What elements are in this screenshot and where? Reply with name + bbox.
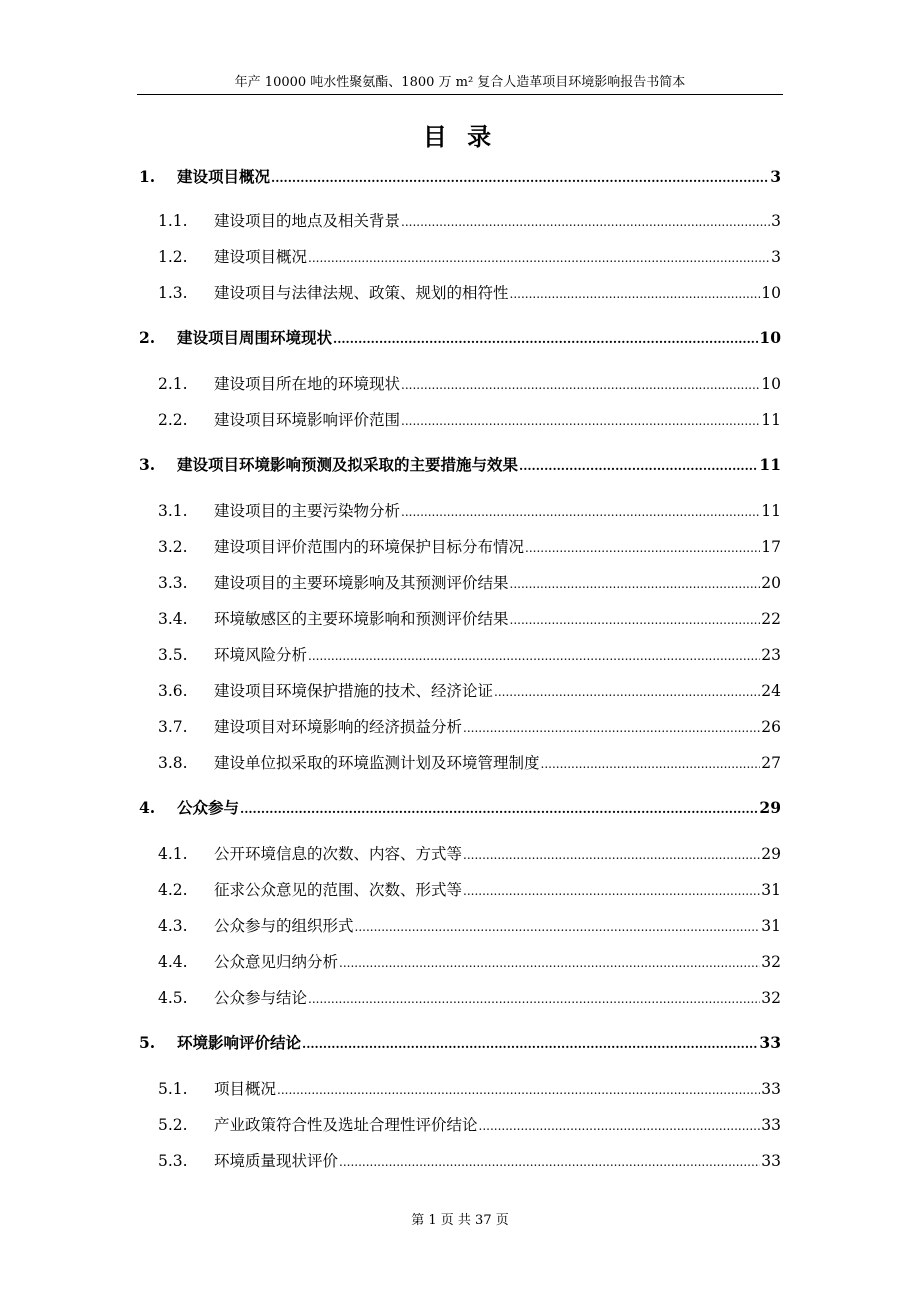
toc-page-number: 10 — [761, 375, 781, 393]
toc-number: 1.3. — [158, 284, 188, 302]
toc-page-number: 17 — [761, 538, 781, 556]
toc-dot-leader — [339, 1150, 760, 1174]
toc-subsection[interactable] — [158, 950, 781, 974]
toc-dot-leader — [463, 716, 760, 740]
toc-subsection[interactable] — [158, 914, 781, 938]
toc-dot-leader — [401, 409, 760, 433]
toc-entry-title: 建设项目所在地的环境现状 — [214, 375, 401, 393]
toc-dot-leader — [240, 797, 758, 821]
toc-entry-title: 环境影响评价结论 — [177, 1033, 302, 1052]
toc-entry-title: 建设项目与法律法规、政策、规划的相符性 — [214, 284, 509, 302]
toc-entry-title: 建设项目环境影响预测及拟采取的主要措施与效果 — [177, 455, 519, 474]
toc-dot-leader — [355, 915, 761, 939]
toc-page-number: 26 — [761, 718, 781, 736]
toc-page-number: 22 — [761, 610, 781, 628]
toc-subsection[interactable] — [158, 679, 781, 703]
toc-number: 3.3. — [158, 574, 188, 592]
toc-number: 4.3. — [158, 917, 188, 935]
toc-page-number: 10 — [761, 284, 781, 302]
toc-page-number: 29 — [759, 798, 781, 817]
toc-subsection[interactable] — [158, 571, 781, 595]
toc-page-number: 10 — [759, 328, 781, 347]
toc-number: 3. — [139, 455, 156, 474]
toc-dot-leader — [401, 210, 770, 234]
toc-number: 5.1. — [158, 1080, 188, 1098]
page-footer: 第 1 页 共 37 页 — [411, 1213, 509, 1228]
toc-number: 3.6. — [158, 682, 188, 700]
toc-number: 5. — [139, 1033, 156, 1052]
toc-entry-title: 环境质量现状评价 — [214, 1152, 339, 1170]
toc-entry-title: 公众参与的组织形式 — [214, 917, 354, 935]
toc-title: 目 录 — [422, 122, 498, 151]
toc-entry-title: 环境风险分析 — [214, 646, 308, 664]
toc-number: 1.1. — [158, 212, 188, 230]
toc-subsection[interactable] — [158, 878, 781, 902]
toc-page-number: 33 — [761, 1116, 781, 1134]
toc-entry-title: 环境敏感区的主要环境影响和预测评价结果 — [214, 610, 509, 628]
toc-subsection[interactable] — [158, 1149, 781, 1173]
toc-dot-leader — [277, 1078, 760, 1102]
toc-page-number: 31 — [761, 917, 781, 935]
toc-number: 4.4. — [158, 953, 188, 971]
toc-subsection[interactable] — [158, 607, 781, 631]
toc-subsection[interactable] — [158, 245, 781, 269]
toc-page-number: 27 — [761, 754, 781, 772]
toc-entry-title: 建设项目的主要环境影响及其预测评价结果 — [214, 574, 509, 592]
toc-page-number: 23 — [761, 646, 781, 664]
toc-subsection[interactable] — [158, 842, 781, 866]
toc-entry-title: 公众参与 — [177, 798, 240, 817]
toc-dot-leader — [333, 327, 758, 351]
toc-page-number: 31 — [761, 881, 781, 899]
toc-entry-title: 建设项目环境影响评价范围 — [214, 411, 401, 429]
toc-number: 4. — [139, 798, 156, 817]
toc-entry-title: 建设项目评价范围内的环境保护目标分布情况 — [214, 538, 525, 556]
toc-number: 3.8. — [158, 754, 188, 772]
toc-dot-leader — [401, 373, 760, 397]
toc-entry-title: 建设项目的地点及相关背景 — [214, 212, 401, 230]
toc-number: 2.2. — [158, 411, 188, 429]
toc-section[interactable] — [139, 165, 781, 189]
toc-entry-title: 建设项目周围环境现状 — [177, 328, 333, 347]
toc-dot-leader — [525, 536, 760, 560]
toc-entry-title: 建设项目概况 — [214, 248, 308, 266]
toc-subsection[interactable] — [158, 643, 781, 667]
toc-number: 2.1. — [158, 375, 188, 393]
toc-page-number: 29 — [761, 845, 781, 863]
toc-page-number: 33 — [759, 1033, 781, 1052]
running-header: 年产 10000 吨水性聚氨酯、1800 万 m² 复合人造革项目环境影响报告书简本 — [234, 75, 686, 90]
toc-dot-leader — [479, 1114, 761, 1138]
toc-page-number: 33 — [761, 1080, 781, 1098]
toc-subsection[interactable] — [158, 986, 781, 1010]
toc-page-number: 3 — [770, 167, 781, 186]
toc-subsection[interactable] — [158, 1077, 781, 1101]
toc-dot-leader — [308, 987, 760, 1011]
toc-entry-title: 建设单位拟采取的环境监测计划及环境管理制度 — [214, 754, 540, 772]
toc-entry-title: 项目概况 — [214, 1080, 277, 1098]
toc-entry-title: 建设项目环境保护措施的技术、经济论证 — [214, 682, 494, 700]
toc-page-number: 33 — [761, 1152, 781, 1170]
toc-dot-leader — [308, 644, 760, 668]
toc-number: 1. — [139, 167, 156, 186]
toc-entry-title: 建设项目的主要污染物分析 — [214, 502, 401, 520]
toc-page-number: 11 — [761, 502, 781, 520]
toc-page-number: 32 — [761, 989, 781, 1007]
toc-entry-title: 建设项目概况 — [177, 167, 271, 186]
toc-page-number: 20 — [761, 574, 781, 592]
toc-subsection[interactable] — [158, 715, 781, 739]
toc-subsection[interactable] — [158, 209, 781, 233]
toc-dot-leader — [510, 282, 761, 306]
toc-section[interactable] — [139, 326, 781, 350]
toc-subsection[interactable] — [158, 281, 781, 305]
toc-dot-leader — [494, 680, 760, 704]
toc-number: 2. — [139, 328, 156, 347]
toc-dot-leader — [510, 572, 761, 596]
toc-dot-leader — [339, 951, 760, 975]
toc-page-number: 3 — [771, 248, 781, 266]
toc-dot-leader — [519, 454, 758, 478]
toc-number: 3.2. — [158, 538, 188, 556]
toc-dot-leader — [308, 246, 770, 270]
toc-subsection[interactable] — [158, 408, 781, 432]
toc-dot-leader — [510, 608, 761, 632]
toc-page-number: 3 — [771, 212, 781, 230]
toc-subsection[interactable] — [158, 372, 781, 396]
toc-section[interactable] — [139, 453, 781, 477]
toc-subsection[interactable] — [158, 1113, 781, 1137]
toc-entry-title: 公众意见归纳分析 — [214, 953, 339, 971]
toc-dot-leader — [541, 752, 761, 776]
toc-subsection[interactable] — [158, 499, 781, 523]
toc-page-number: 11 — [759, 455, 781, 474]
toc-dot-leader — [463, 843, 760, 867]
toc-number: 4.2. — [158, 881, 188, 899]
header-divider — [137, 94, 783, 95]
toc-number: 5.2. — [158, 1116, 188, 1134]
toc-dot-leader — [463, 879, 760, 903]
toc-number: 1.2. — [158, 248, 188, 266]
toc-entry-title: 产业政策符合性及选址合理性评价结论 — [214, 1116, 478, 1134]
toc-entry-title: 征求公众意见的范围、次数、形式等 — [214, 881, 463, 899]
toc-entry-title: 公众参与结论 — [214, 989, 308, 1007]
toc-number: 4.5. — [158, 989, 188, 1007]
toc-entry-title: 公开环境信息的次数、内容、方式等 — [214, 845, 463, 863]
toc-subsection[interactable] — [158, 751, 781, 775]
toc-page-number: 32 — [761, 953, 781, 971]
toc-number: 3.7. — [158, 718, 188, 736]
toc-entry-title: 建设项目对环境影响的经济损益分析 — [214, 718, 463, 736]
toc-section[interactable] — [139, 796, 781, 820]
toc-number: 3.5. — [158, 646, 188, 664]
toc-number: 4.1. — [158, 845, 188, 863]
toc-number: 3.1. — [158, 502, 188, 520]
toc-section[interactable] — [139, 1031, 781, 1055]
toc-number: 3.4. — [158, 610, 188, 628]
toc-dot-leader — [401, 500, 760, 524]
toc-dot-leader — [271, 166, 769, 190]
toc-subsection[interactable] — [158, 535, 781, 559]
toc-page-number: 24 — [761, 682, 781, 700]
toc-dot-leader — [302, 1032, 758, 1056]
toc-number: 5.3. — [158, 1152, 188, 1170]
toc-page-number: 11 — [761, 411, 781, 429]
